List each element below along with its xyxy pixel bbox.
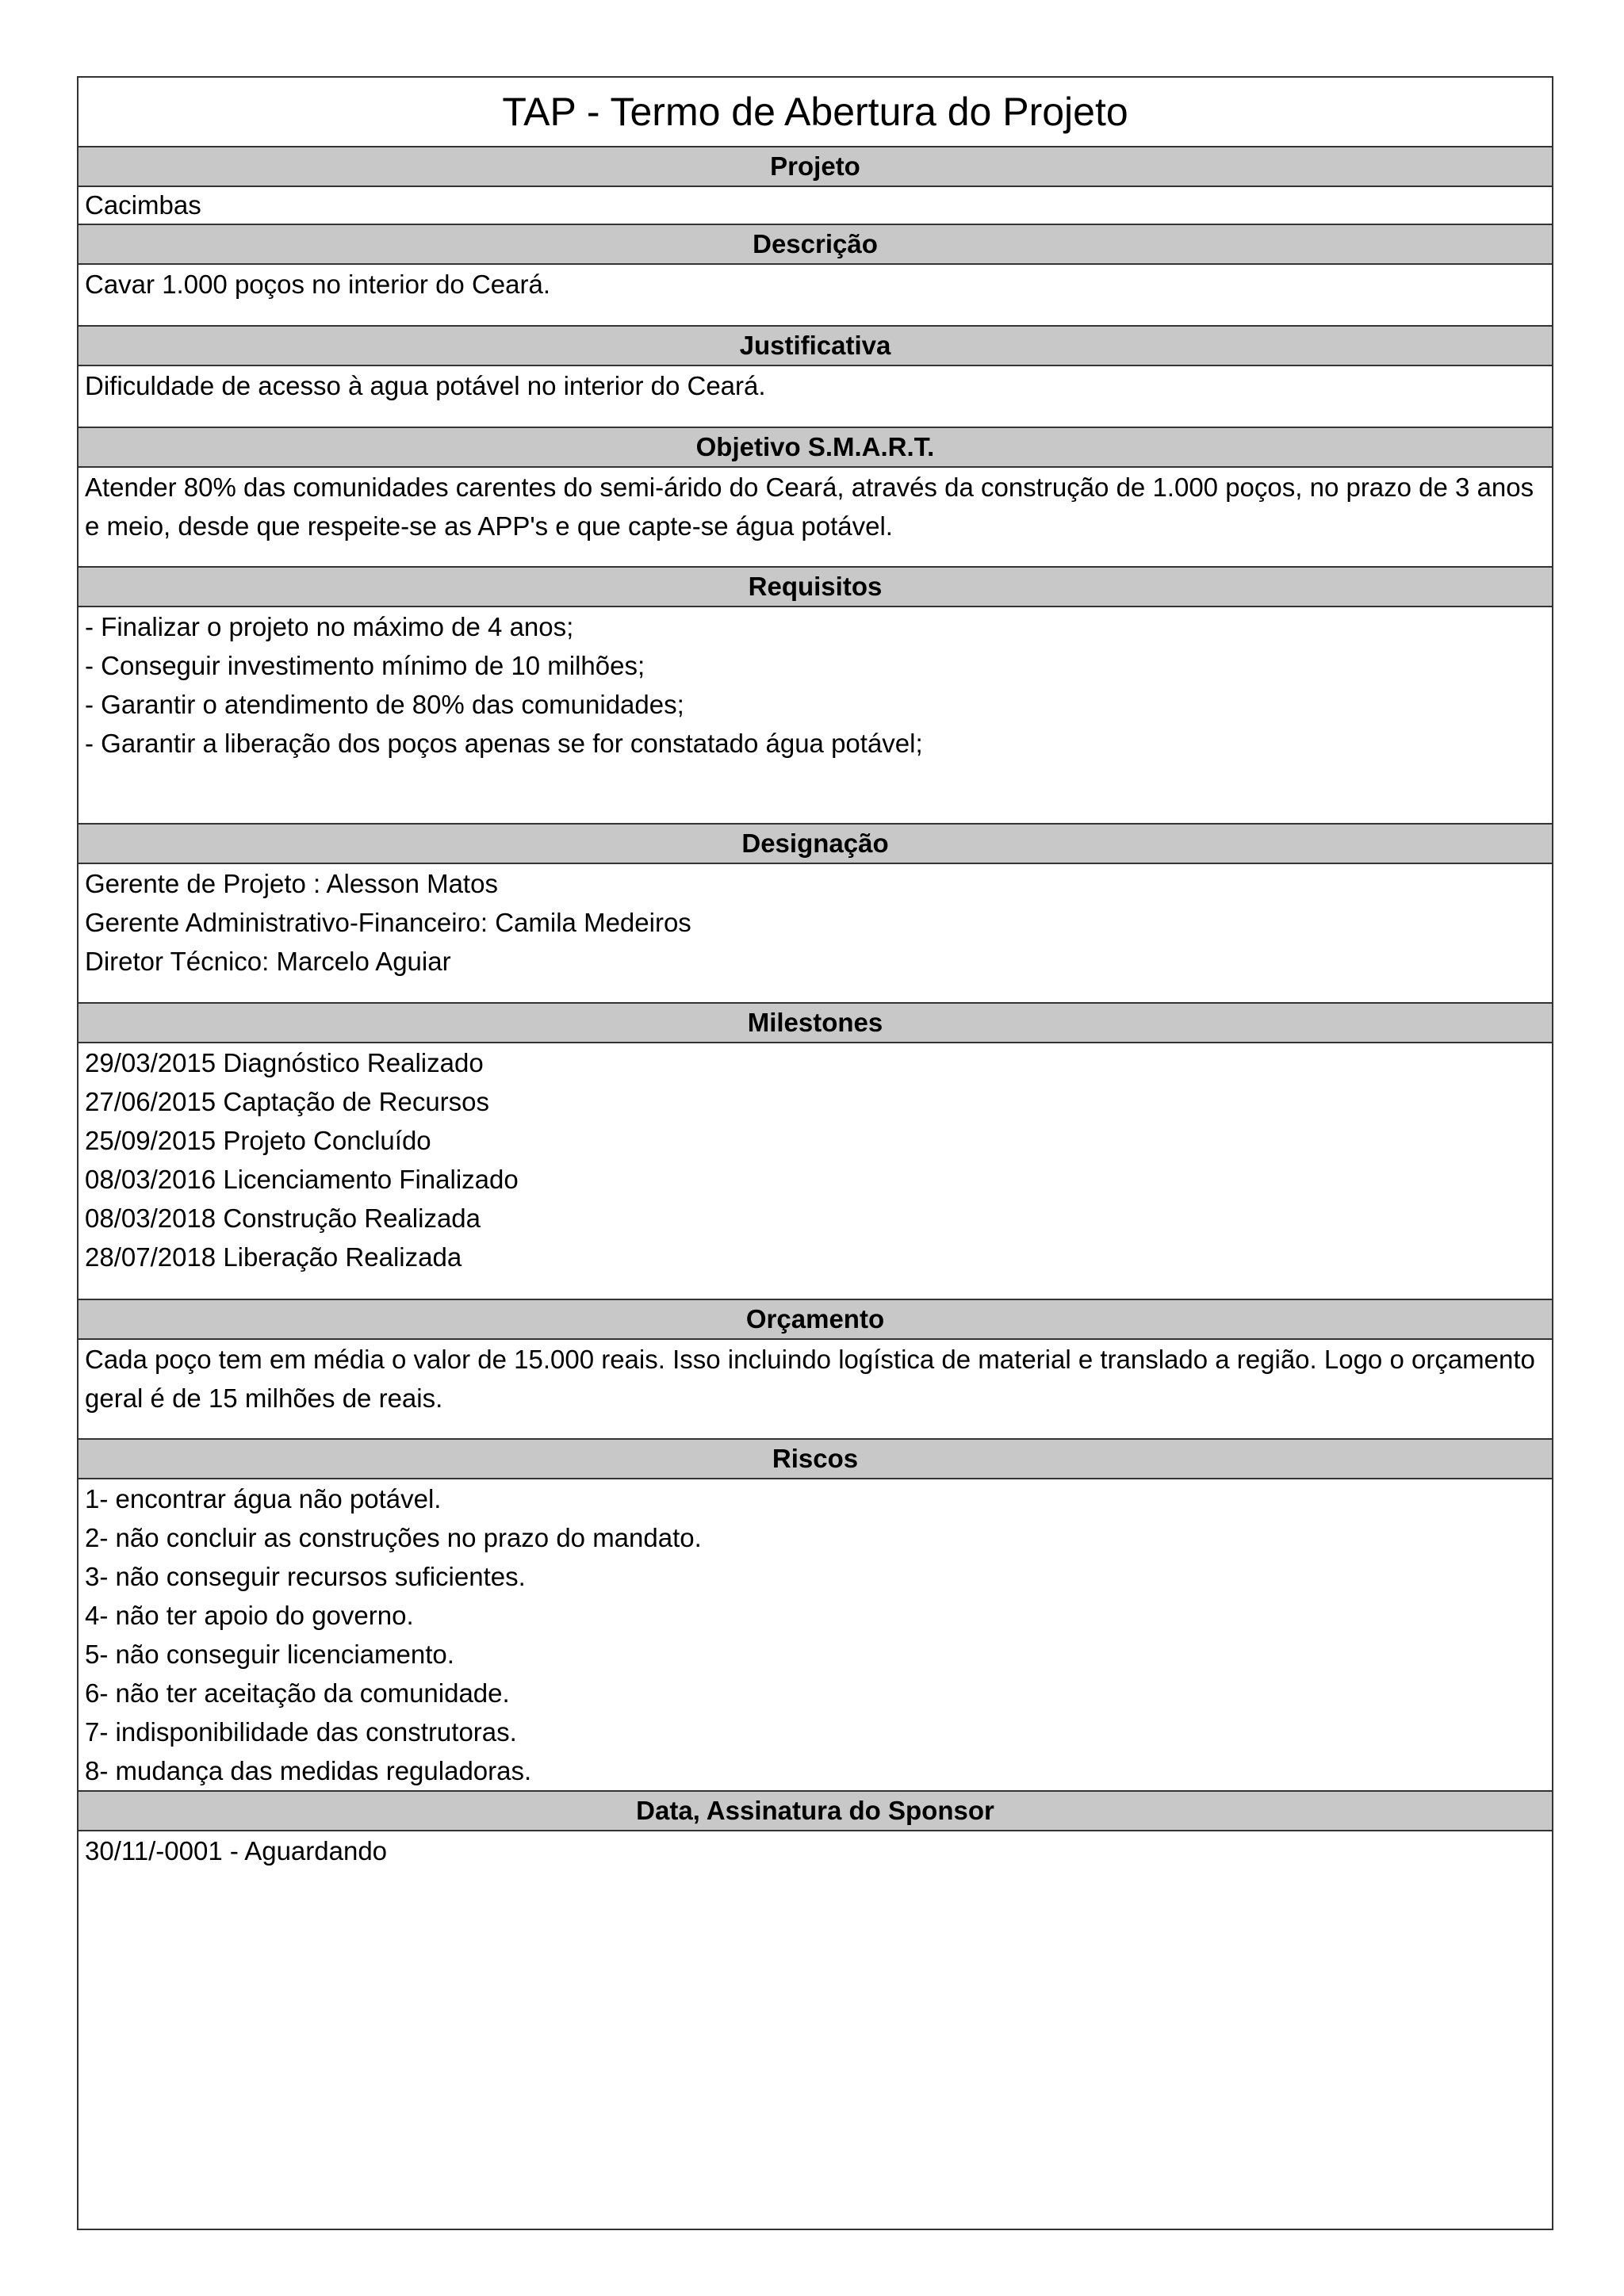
milestone-item: 08/03/2018 Construção Realizada [85, 1203, 481, 1233]
designacao-item: Gerente de Projeto : Alesson Matos [85, 869, 498, 898]
milestone-item: 08/03/2016 Licenciamento Finalizado [85, 1165, 519, 1194]
section-heading-projeto: Projeto [79, 147, 1552, 187]
risco-item: 6- não ter aceitação da comunidade. [85, 1678, 510, 1708]
descricao-text: Cavar 1.000 poços no interior do Ceará. [85, 270, 551, 299]
section-heading-justificativa: Justificativa [79, 327, 1552, 366]
section-heading-descricao: Descrição [79, 225, 1552, 265]
projeto-name: Cacimbas [85, 190, 201, 220]
section-heading-milestones: Milestones [79, 1004, 1552, 1043]
section-heading-objetivo: Objetivo S.M.A.R.T. [79, 428, 1552, 468]
designacao-item: Diretor Técnico: Marcelo Aguiar [85, 947, 451, 976]
section-body-designacao [79, 864, 1552, 1004]
risco-item: 5- não conseguir licenciamento. [85, 1640, 454, 1669]
section-body-justificativa [79, 366, 1552, 428]
risco-item: 3- não conseguir recursos suficientes. [85, 1562, 526, 1591]
requisito-item: - Garantir o atendimento de 80% das comunidades; [85, 690, 684, 719]
risco-item: 1- encontrar água não potável. [85, 1484, 442, 1513]
orcamento-text: Cada poço tem em média o valor de 15.000 reais. Isso incluindo logística de material e translado a região. Logo o orçamento geral é de 15 milhões de reais. [85, 1345, 1535, 1413]
milestone-item: 29/03/2015 Diagnóstico Realizado [85, 1048, 484, 1077]
section-body-assinatura [79, 1831, 1552, 1870]
section-body-milestones [79, 1043, 1552, 1300]
requisito-item: - Garantir a liberação dos poços apenas se for constatado água potável; [85, 729, 923, 758]
section-body-objetivo [79, 468, 1552, 568]
risco-item: 8- mudança das medidas reguladoras. [85, 1756, 532, 1785]
milestone-item: 27/06/2015 Captação de Recursos [85, 1087, 490, 1116]
tap-document [77, 76, 1553, 2230]
assinatura-text: 30/11/-0001 - Aguardando [85, 1836, 388, 1866]
requisito-item: - Conseguir investimento mínimo de 10 milhões; [85, 651, 645, 680]
section-heading-riscos: Riscos [79, 1440, 1552, 1479]
justificativa-text: Dificuldade de acesso à agua potável no interior do Ceará. [85, 371, 766, 400]
section-body-riscos [79, 1479, 1552, 1792]
risco-item: 4- não ter apoio do governo. [85, 1601, 414, 1630]
section-body-requisitos [79, 607, 1552, 825]
section-body-projeto [79, 187, 1552, 225]
requisito-item: - Finalizar o projeto no máximo de 4 anos; [85, 612, 574, 641]
designacao-item: Gerente Administrativo-Financeiro: Camila Medeiros [85, 908, 691, 937]
section-body-descricao [79, 265, 1552, 327]
section-heading-designacao: Designação [79, 825, 1552, 864]
risco-item: 7- indisponibilidade das construtoras. [85, 1717, 517, 1747]
section-heading-requisitos: Requisitos [79, 568, 1552, 607]
risco-item: 2- não concluir as construções no prazo do mandato. [85, 1523, 702, 1552]
objetivo-text: Atender 80% das comunidades carentes do semi-árido do Ceará, através da construção de 1.000 poços, no prazo de 3 anos e meio, desde que respeite-se as APP's e que capte-se água potável. [85, 473, 1534, 541]
milestone-item: 28/07/2018 Liberação Realizada [85, 1242, 462, 1272]
document-title: TAP - Termo de Abertura do Projeto [79, 78, 1552, 147]
section-heading-orcamento: Orçamento [79, 1300, 1552, 1340]
section-heading-assinatura: Data, Assinatura do Sponsor [79, 1792, 1552, 1831]
milestone-item: 25/09/2015 Projeto Concluído [85, 1126, 431, 1155]
section-body-orcamento [79, 1340, 1552, 1440]
